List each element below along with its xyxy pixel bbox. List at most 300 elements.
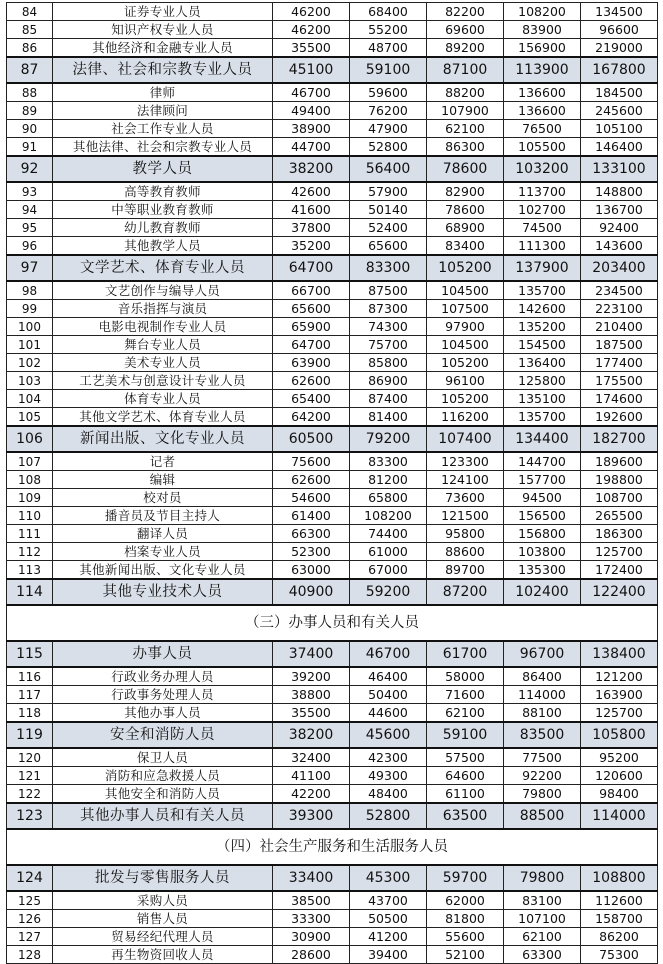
occupation-name: 高等教育教师 (53, 182, 273, 201)
occupation-name: 其他法律、社会和宗教专业人员 (53, 138, 273, 157)
table-row (7, 489, 658, 507)
salary-value: 107400 (427, 426, 504, 452)
category-row (7, 426, 658, 452)
table-row (7, 946, 658, 964)
salary-value: 219000 (581, 39, 658, 58)
salary-value: 68900 (427, 219, 504, 237)
salary-value: 74400 (350, 525, 427, 543)
row-code: 108 (7, 471, 53, 489)
salary-value: 82200 (427, 3, 504, 21)
salary-value: 192600 (581, 408, 658, 427)
occupation-name: 音乐指挥与演员 (53, 300, 273, 318)
occupation-name: 电影电视制作专业人员 (53, 318, 273, 336)
occupation-name: 翻译人员 (53, 525, 273, 543)
occupation-name: 美术专业人员 (53, 354, 273, 372)
salary-value: 56400 (350, 156, 427, 182)
salary-value: 63300 (504, 946, 581, 964)
salary-value: 82900 (427, 182, 504, 201)
salary-value: 38800 (273, 686, 350, 704)
table-row (7, 507, 658, 525)
row-code: 106 (7, 426, 53, 452)
salary-value: 52800 (350, 803, 427, 829)
salary-value: 83300 (350, 452, 427, 471)
salary-value: 88500 (504, 803, 581, 829)
salary-value: 105200 (427, 354, 504, 372)
salary-value: 44600 (350, 704, 427, 723)
table-row (7, 891, 658, 910)
salary-value: 177400 (581, 354, 658, 372)
occupation-name: 编辑 (53, 471, 273, 489)
salary-value: 74500 (504, 219, 581, 237)
salary-value: 62600 (273, 372, 350, 390)
salary-value: 94500 (504, 489, 581, 507)
occupation-name: 其他安全和消防人员 (53, 785, 273, 804)
salary-value: 107100 (504, 910, 581, 928)
salary-value: 33400 (273, 865, 350, 891)
table-row (7, 281, 658, 300)
salary-value: 45300 (350, 865, 427, 891)
table-row (7, 318, 658, 336)
salary-value: 265500 (581, 507, 658, 525)
category-row (7, 255, 658, 281)
salary-value: 87500 (350, 281, 427, 300)
salary-value: 58000 (427, 667, 504, 686)
occupation-name: 销售人员 (53, 910, 273, 928)
salary-value: 135200 (504, 318, 581, 336)
row-code: 92 (7, 156, 53, 182)
occupation-name: 社会工作专业人员 (53, 120, 273, 138)
salary-value: 55200 (350, 21, 427, 39)
salary-value: 39400 (350, 946, 427, 964)
table-row (7, 561, 658, 580)
salary-value: 88100 (504, 704, 581, 723)
salary-value: 76200 (350, 102, 427, 120)
salary-value: 144700 (504, 452, 581, 471)
salary-value: 138400 (581, 641, 658, 667)
salary-value: 48700 (350, 39, 427, 58)
row-code: 116 (7, 667, 53, 686)
row-code: 121 (7, 767, 53, 785)
table-row (7, 138, 658, 157)
salary-value: 60500 (273, 426, 350, 452)
salary-value: 86900 (350, 372, 427, 390)
section-header-row (7, 829, 658, 865)
table-row (7, 667, 658, 686)
salary-value: 156500 (504, 507, 581, 525)
salary-value: 136400 (504, 354, 581, 372)
salary-value: 121500 (427, 507, 504, 525)
salary-value: 59600 (350, 83, 427, 102)
table-row (7, 525, 658, 543)
table-row (7, 408, 658, 427)
salary-value: 65900 (273, 318, 350, 336)
occupation-name: 舞台专业人员 (53, 336, 273, 354)
salary-value: 86400 (504, 667, 581, 686)
salary-value: 37400 (273, 641, 350, 667)
salary-value: 64200 (273, 408, 350, 427)
occupation-name: 律师 (53, 83, 273, 102)
salary-value: 125800 (504, 372, 581, 390)
salary-value: 46200 (273, 3, 350, 21)
section-header-row (7, 605, 658, 641)
salary-value: 46200 (273, 21, 350, 39)
table-row (7, 471, 658, 489)
salary-value: 113900 (504, 57, 581, 83)
salary-value: 78600 (427, 156, 504, 182)
table-row (7, 354, 658, 372)
salary-value: 50140 (350, 201, 427, 219)
salary-value: 107500 (427, 300, 504, 318)
salary-value: 42200 (273, 785, 350, 804)
table-row (7, 372, 658, 390)
salary-value: 105800 (581, 722, 658, 748)
salary-value: 203400 (581, 255, 658, 281)
salary-value: 125700 (581, 543, 658, 561)
row-code: 112 (7, 543, 53, 561)
salary-value: 61100 (427, 785, 504, 804)
salary-value: 63000 (273, 561, 350, 580)
salary-value: 95200 (581, 748, 658, 767)
occupation-name: 中等职业教育教师 (53, 201, 273, 219)
row-code: 125 (7, 891, 53, 910)
row-code: 128 (7, 946, 53, 964)
salary-value: 103200 (504, 156, 581, 182)
occupation-name: 体育专业人员 (53, 390, 273, 408)
salary-value: 184500 (581, 83, 658, 102)
salary-value: 39200 (273, 667, 350, 686)
table-row (7, 21, 658, 39)
salary-value: 86200 (581, 928, 658, 946)
row-code: 86 (7, 39, 53, 58)
salary-value: 54600 (273, 489, 350, 507)
salary-value: 154500 (504, 336, 581, 354)
occupation-name: 文学艺术、体育专业人员 (53, 255, 273, 281)
row-code: 123 (7, 803, 53, 829)
salary-value: 112600 (581, 891, 658, 910)
salary-value: 30900 (273, 928, 350, 946)
salary-value: 52400 (350, 219, 427, 237)
salary-value: 79200 (350, 426, 427, 452)
row-code: 113 (7, 561, 53, 580)
table-row (7, 336, 658, 354)
salary-value: 77500 (504, 748, 581, 767)
salary-value: 68400 (350, 3, 427, 21)
category-row (7, 641, 658, 667)
salary-value: 43700 (350, 891, 427, 910)
occupation-name: 其他办事人员和有关人员 (53, 803, 273, 829)
row-code: 94 (7, 201, 53, 219)
table-row (7, 785, 658, 804)
salary-value: 108200 (504, 3, 581, 21)
salary-value: 40900 (273, 579, 350, 605)
occupation-name: 档案专业人员 (53, 543, 273, 561)
occupation-name: 其他专业技术人员 (53, 579, 273, 605)
salary-value: 210400 (581, 318, 658, 336)
salary-value: 86300 (427, 138, 504, 157)
salary-value: 69600 (427, 21, 504, 39)
salary-value: 62100 (504, 928, 581, 946)
salary-value: 97900 (427, 318, 504, 336)
table-row (7, 704, 658, 723)
salary-value: 65400 (273, 390, 350, 408)
category-row (7, 156, 658, 182)
row-code: 114 (7, 579, 53, 605)
row-code: 102 (7, 354, 53, 372)
row-code: 98 (7, 281, 53, 300)
occupation-name: 其他办事人员 (53, 704, 273, 723)
category-row (7, 579, 658, 605)
occupation-name: 教学人员 (53, 156, 273, 182)
row-code: 104 (7, 390, 53, 408)
row-code: 100 (7, 318, 53, 336)
salary-value: 52800 (350, 138, 427, 157)
salary-value: 135700 (504, 408, 581, 427)
salary-value: 35500 (273, 39, 350, 58)
table-row (7, 300, 658, 318)
table-row (7, 182, 658, 201)
salary-value: 35500 (273, 704, 350, 723)
salary-value: 95800 (427, 525, 504, 543)
row-code: 105 (7, 408, 53, 427)
occupation-name: 新闻出版、文化专业人员 (53, 426, 273, 452)
salary-value: 172400 (581, 561, 658, 580)
salary-value: 38200 (273, 722, 350, 748)
salary-value: 83300 (350, 255, 427, 281)
table-row (7, 83, 658, 102)
category-row (7, 722, 658, 748)
salary-value: 39300 (273, 803, 350, 829)
occupation-name: 安全和消防人员 (53, 722, 273, 748)
occupation-name: 证券专业人员 (53, 3, 273, 21)
table-body (7, 3, 658, 964)
salary-value: 44700 (273, 138, 350, 157)
table-row (7, 686, 658, 704)
table-row (7, 452, 658, 471)
salary-value: 83400 (427, 237, 504, 256)
salary-value: 88600 (427, 543, 504, 561)
salary-value: 64700 (273, 255, 350, 281)
salary-value: 133100 (581, 156, 658, 182)
row-code: 110 (7, 507, 53, 525)
salary-value: 198800 (581, 471, 658, 489)
salary-value: 62600 (273, 471, 350, 489)
salary-value: 104500 (427, 281, 504, 300)
salary-value: 85800 (350, 354, 427, 372)
occupation-name: 文艺创作与编导人员 (53, 281, 273, 300)
salary-value: 83100 (504, 891, 581, 910)
salary-value: 92400 (581, 219, 658, 237)
salary-value: 48400 (350, 785, 427, 804)
occupation-name: 保卫人员 (53, 748, 273, 767)
salary-table (6, 2, 658, 964)
salary-value: 105500 (504, 138, 581, 157)
salary-value: 108200 (350, 507, 427, 525)
salary-value: 134400 (504, 426, 581, 452)
salary-value: 46700 (273, 83, 350, 102)
salary-value: 96100 (427, 372, 504, 390)
occupation-name: 其他新闻出版、文化专业人员 (53, 561, 273, 580)
salary-value: 45600 (350, 722, 427, 748)
occupation-name: 贸易经纪代理人员 (53, 928, 273, 946)
salary-value: 57500 (427, 748, 504, 767)
salary-value: 135100 (504, 390, 581, 408)
salary-value: 107900 (427, 102, 504, 120)
table-row (7, 767, 658, 785)
salary-value: 71600 (427, 686, 504, 704)
salary-value: 83500 (504, 722, 581, 748)
row-code: 88 (7, 83, 53, 102)
row-code: 99 (7, 300, 53, 318)
salary-value: 245600 (581, 102, 658, 120)
row-code: 111 (7, 525, 53, 543)
salary-value: 65600 (273, 300, 350, 318)
salary-value: 50400 (350, 686, 427, 704)
salary-value: 42600 (273, 182, 350, 201)
occupation-name: 采购人员 (53, 891, 273, 910)
salary-value: 89700 (427, 561, 504, 580)
salary-value: 67000 (350, 561, 427, 580)
salary-value: 62100 (427, 704, 504, 723)
salary-value: 89200 (427, 39, 504, 58)
salary-value: 87100 (427, 57, 504, 83)
row-code: 85 (7, 21, 53, 39)
salary-value: 35200 (273, 237, 350, 256)
salary-value: 81400 (350, 408, 427, 427)
salary-value: 114000 (504, 686, 581, 704)
salary-value: 182700 (581, 426, 658, 452)
row-code: 118 (7, 704, 53, 723)
occupation-name: 记者 (53, 452, 273, 471)
table-row (7, 3, 658, 21)
salary-value: 83900 (504, 21, 581, 39)
salary-value: 136700 (581, 201, 658, 219)
table-row (7, 390, 658, 408)
occupation-name: 批发与零售服务人员 (53, 865, 273, 891)
row-code: 101 (7, 336, 53, 354)
salary-value: 65600 (350, 237, 427, 256)
salary-value: 59700 (427, 865, 504, 891)
table-row (7, 237, 658, 256)
salary-value: 41200 (350, 928, 427, 946)
salary-value: 66300 (273, 525, 350, 543)
occupation-name: 其他文学艺术、体育专业人员 (53, 408, 273, 427)
salary-value: 105200 (427, 255, 504, 281)
salary-value: 102400 (504, 579, 581, 605)
salary-value: 148800 (581, 182, 658, 201)
salary-value: 105100 (581, 120, 658, 138)
salary-value: 79800 (504, 785, 581, 804)
row-code: 115 (7, 641, 53, 667)
salary-value: 186300 (581, 525, 658, 543)
row-code: 126 (7, 910, 53, 928)
salary-value: 111300 (504, 237, 581, 256)
salary-value: 75300 (581, 946, 658, 964)
table-row (7, 102, 658, 120)
salary-value: 156900 (504, 39, 581, 58)
salary-value: 125700 (581, 704, 658, 723)
salary-value: 124100 (427, 471, 504, 489)
salary-value: 47900 (350, 120, 427, 138)
occupation-name: 知识产权专业人员 (53, 21, 273, 39)
salary-value: 120600 (581, 767, 658, 785)
salary-value: 49400 (273, 102, 350, 120)
occupation-name: 办事人员 (53, 641, 273, 667)
table-row (7, 120, 658, 138)
salary-value: 137900 (504, 255, 581, 281)
row-code: 93 (7, 182, 53, 201)
row-code: 119 (7, 722, 53, 748)
table-row (7, 748, 658, 767)
row-code: 95 (7, 219, 53, 237)
salary-value: 75600 (273, 452, 350, 471)
occupation-name: 工艺美术与创意设计专业人员 (53, 372, 273, 390)
category-row (7, 803, 658, 829)
salary-value: 78600 (427, 201, 504, 219)
salary-value: 41600 (273, 201, 350, 219)
table-row (7, 39, 658, 58)
salary-value: 57900 (350, 182, 427, 201)
salary-value: 136600 (504, 83, 581, 102)
salary-value: 189600 (581, 452, 658, 471)
row-code: 107 (7, 452, 53, 471)
salary-value: 96700 (504, 641, 581, 667)
row-code: 89 (7, 102, 53, 120)
row-code: 127 (7, 928, 53, 946)
salary-value: 163900 (581, 686, 658, 704)
row-code: 91 (7, 138, 53, 157)
occupation-name: 行政事务处理人员 (53, 686, 273, 704)
salary-value: 157700 (504, 471, 581, 489)
salary-value: 50500 (350, 910, 427, 928)
salary-value: 59200 (350, 579, 427, 605)
salary-value: 135700 (504, 281, 581, 300)
occupation-name: 法律、社会和宗教专业人员 (53, 57, 273, 83)
salary-value: 146400 (581, 138, 658, 157)
salary-value: 33300 (273, 910, 350, 928)
salary-value: 76500 (504, 120, 581, 138)
table-row (7, 543, 658, 561)
salary-value: 116200 (427, 408, 504, 427)
occupation-name: 再生物资回收人员 (53, 946, 273, 964)
salary-value: 134500 (581, 3, 658, 21)
salary-value: 135300 (504, 561, 581, 580)
row-code: 87 (7, 57, 53, 83)
salary-value: 59100 (427, 722, 504, 748)
salary-value: 142600 (504, 300, 581, 318)
salary-value: 46700 (350, 641, 427, 667)
occupation-name: 校对员 (53, 489, 273, 507)
salary-value: 114000 (581, 803, 658, 829)
salary-value: 38200 (273, 156, 350, 182)
occupation-name: 消防和应急救援人员 (53, 767, 273, 785)
salary-value: 74300 (350, 318, 427, 336)
salary-value: 187500 (581, 336, 658, 354)
row-code: 90 (7, 120, 53, 138)
salary-value: 65800 (350, 489, 427, 507)
salary-value: 59100 (350, 57, 427, 83)
row-code: 117 (7, 686, 53, 704)
salary-value: 113700 (504, 182, 581, 201)
table-row (7, 910, 658, 928)
salary-value: 103800 (504, 543, 581, 561)
row-code: 122 (7, 785, 53, 804)
salary-value: 81200 (350, 471, 427, 489)
salary-value: 42300 (350, 748, 427, 767)
salary-value: 104500 (427, 336, 504, 354)
occupation-name: 其他教学人员 (53, 237, 273, 256)
salary-value: 123300 (427, 452, 504, 471)
section-title: （三）办事人员和有关人员 (7, 605, 658, 641)
